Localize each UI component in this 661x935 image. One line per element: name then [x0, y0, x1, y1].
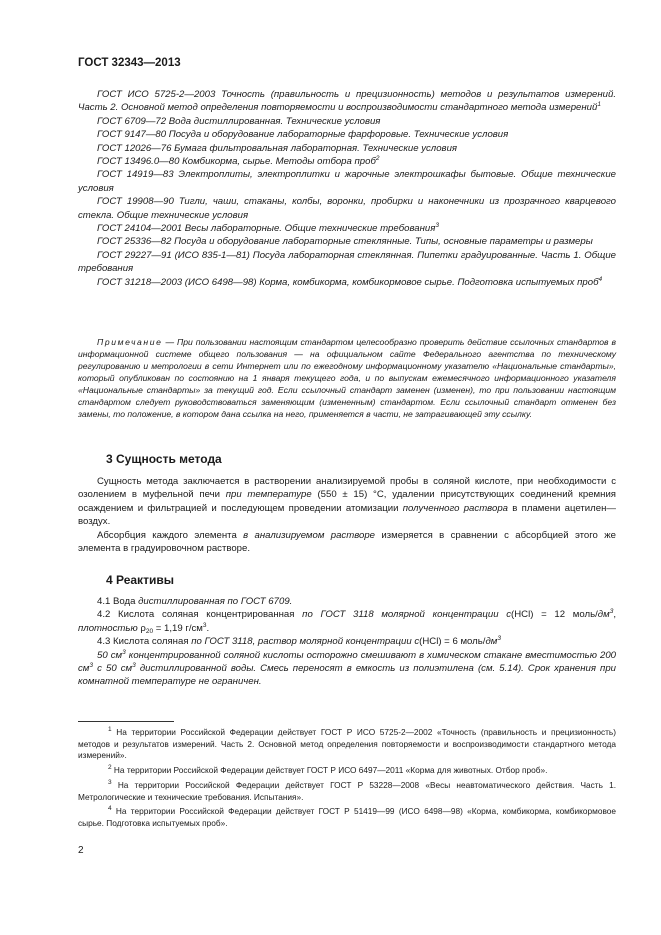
- reference-item: ГОСТ 9147—80 Посуда и оборудование лабораторные фарфоровые. Технические условия: [97, 129, 509, 141]
- paragraph: 4.2 Кислота соляная концентрированная по ГОСТ 3118 молярной концентрации c(HCl) = 12 моль/$дм^3$, плотностью $\rho_{20} = 1,19$ $г/см^3$.: [78, 608, 616, 635]
- reference-item: ГОСТ 29227—91 (ИСО 835-1—81) Посуда лабораторная стеклянная. Пипетки градуированные. Часть 1. Общие требования: [78, 249, 616, 275]
- paragraph: Сущность метода заключается в растворении анализируемой пробы в соляной кислоте, при необходимости с озолением в муфельной печи при температуре (550 ± 15) °С, удалении присутствующих соединений кремния осаждением и фильтрацией и последующем проведении атомизации полученного раствора в пламени ацетилен—воздух.: [78, 476, 616, 528]
- footnote-marker: 1: [597, 101, 601, 109]
- section-4-body: [78, 595, 616, 689]
- footnotes: [78, 727, 616, 833]
- section-4-title: 4 Реактивы: [106, 573, 174, 587]
- reference-item: ГОСТ 12026—76 Бумага фильтровальная лабораторная. Технические условия: [97, 142, 458, 154]
- footnote-marker: 4: [598, 275, 603, 283]
- reference-item: ГОСТ 6709—72 Вода дистиллированная. Технические условия: [97, 115, 381, 127]
- reference-item: ГОСТ 14919—83 Электроплиты, электроплитки и жарочные электрошкафы бытовые. Общие технические условия: [78, 169, 616, 194]
- footnote: $^4$ На территории Российской Федерации действует ГОСТ Р 51419—99 (ИСО 6498—98) «Корма, комбикорма, комбикормовое сырье. Подготовка испытуемых проб».: [78, 805, 616, 828]
- footnote-divider: [78, 721, 174, 722]
- reference-item: ГОСТ 31218—2003 (ИСО 6498—98) Корма, комбикорма, комбикормовое сырье. Подготовка испытуемых проб$^4$: [97, 275, 603, 288]
- footnote: $^2$ На территории Российской Федерации действует ГОСТ Р ИСО 6497—2011 «Корма для животных. Отбор проб».: [108, 764, 548, 776]
- reference-item: ГОСТ 19908—90 Тигли, чаши, стаканы, колбы, воронки, пробирки и наконечники из прозрачного кварцевого стекла. Общие технические условия: [78, 196, 616, 221]
- normative-references-list: [78, 88, 616, 289]
- paragraph: 50 $см^3$ концентрированной соляной кислоты осторожно смешивают в химическом стакане вместимостью 200 $см^3$ с 50 $см^3$ дистиллированной воды. Смесь переносят в емкость из полиэтилена (см. 5.14). Срок хранения при комнатной температуре не ограничен.: [78, 648, 617, 688]
- footnote-marker: 2: [375, 155, 380, 163]
- paragraph: 4.1 Вода дистиллированная по ГОСТ 6709.: [97, 596, 293, 607]
- reference-item: ГОСТ 25336—82 Посуда и оборудование лабораторные стеклянные. Типы, основные параметры и размеры: [97, 236, 593, 248]
- reference-item: ГОСТ 13496.0—80 Комбикорма, сырье. Методы отбора проб$^2$: [97, 155, 380, 168]
- section-3-body: [78, 475, 616, 555]
- page-number: 2: [78, 845, 84, 856]
- footnote: $^1$ На территории Российской Федерации действует ГОСТ Р ИСО 5725-2—2002 «Точность (правильность и прецизионность) методов и результатов измерений. Часть 2. Основной метод определения повторяемости и воспроизводимости стандартного метода измерений».: [78, 726, 616, 761]
- reference-item: ГОСТ 24104—2001 Весы лабораторные. Общие технические требования$^3$: [97, 222, 439, 235]
- reference-item: ГОСТ ИСО 5725-2—2003 Точность (правильность и прецизионность) методов и результатов измерений. Часть 2. Основной метод определения повторяемости и воспроизводимости стандартного метода измерений$^1$: [78, 89, 616, 114]
- footnote-marker: 3: [435, 222, 439, 230]
- footnote: $^3$ На территории Российской Федерации действует ГОСТ Р 53228—2008 «Весы неавтоматического действия. Часть 1. Метрологические и технические требования. Испытания».: [78, 778, 616, 802]
- note-text: — При пользовании настоящим стандартом целесообразно проверить действие ссылочных стандартов в информационной системе общего пользования — на официальном сайте Федерального агентства по техническому регулированию и метрологии в сети Интернет или по ежегодному информационному указателю «Национальные стандарты», который опубликован по состоянию на 1 января текущего года, и по выпускам ежемесячного информационного указателя «Национальные стандарты» за текущий год. Если ссылочный стандарт заменен (изменен), то при пользовании настоящим стандартом следует руководствоваться заменяющим (измененным) стандартом. Если ссылочный стандарт отменен без замены, то положение, в котором дана ссылка на него, применяется в части, не затрагивающей эту ссылку.: [78, 337, 616, 419]
- paragraph: 4.3 Кислота соляная по ГОСТ 3118, раствор молярной концентрации c(HCl) = 6 моль/$дм^3$: [97, 635, 501, 648]
- note-label: Примечание: [97, 337, 163, 347]
- document-header: ГОСТ 32343—2013: [78, 57, 181, 69]
- paragraph: Абсорбция каждого элемента в анализируемом растворе измеряется в сравнении с абсорбцией этого же элемента в градуировочном растворе.: [78, 529, 616, 555]
- section-3-title: 3 Сущность метода: [106, 452, 222, 466]
- note-paragraph: [78, 336, 616, 420]
